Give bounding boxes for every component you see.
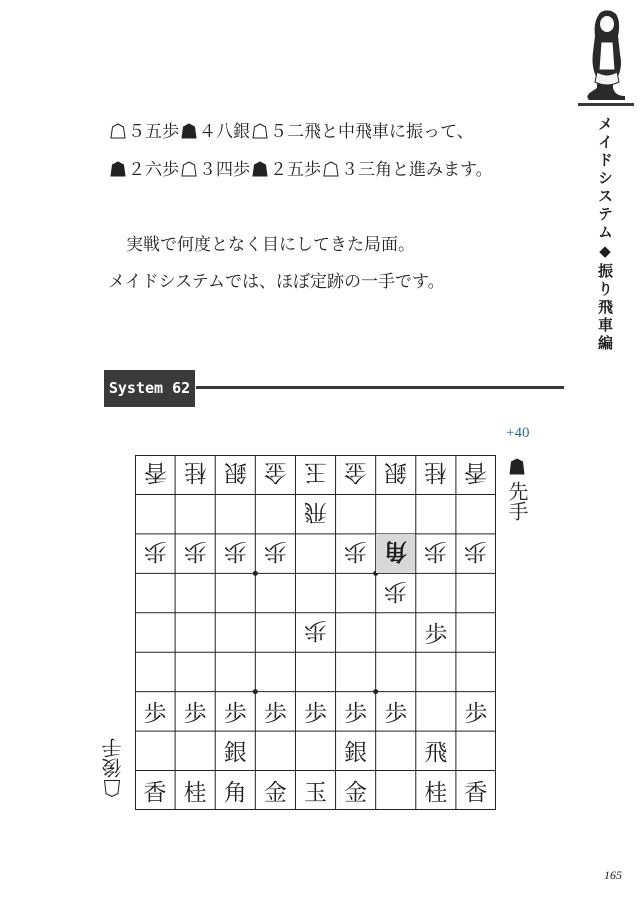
sente-piece[interactable] [336,771,375,809]
gote-piece[interactable] [216,534,255,572]
move-line-1 [108,117,474,142]
white-piece-icon [181,161,197,177]
white-piece-icon [104,780,120,797]
sente-piece[interactable] [176,692,215,730]
piece-label: 歩 [344,538,368,565]
piece-label: 歩 [183,538,207,565]
sidebar-rule [578,103,634,106]
gote-piece[interactable] [376,534,415,572]
black-piece-icon [110,161,126,177]
black-piece-icon [181,123,197,139]
piece-label: 歩 [263,538,287,565]
sente-piece[interactable] [256,692,295,730]
piece-label: 歩 [424,621,448,648]
sente-piece[interactable] [416,732,455,770]
piece-label: 歩 [384,700,408,727]
piece-label: 角 [384,538,408,566]
gote-marker [98,738,126,801]
piece-label: 歩 [384,577,408,604]
black-piece-icon [252,161,268,177]
sente-piece[interactable] [416,613,455,651]
piece-label: 香 [464,779,488,806]
section-label: System 62 [104,370,195,407]
move-text: ５五歩 [128,122,179,142]
piece-label: 銀 [384,459,408,486]
piece-label: 歩 [183,700,207,727]
move-text: ３三角と進みます。 [341,160,493,180]
gote-piece[interactable] [216,456,255,494]
white-piece-icon [323,161,339,177]
piece-label: 飛 [303,498,327,525]
piece-label: 歩 [303,616,327,643]
piece-label: 桂 [424,459,448,486]
sente-piece[interactable] [176,771,215,809]
move-line-2 [108,155,493,180]
piece-label: 香 [143,459,167,486]
piece-label: 金 [263,779,287,806]
comment-line-1: 実戦で何度となく目にしてきた局面。 [126,235,415,255]
piece-label: 歩 [223,700,247,727]
sente-piece[interactable] [416,771,455,809]
evaluation-score: +40 [506,425,530,441]
gote-piece[interactable] [376,456,415,494]
gote-piece[interactable] [296,613,335,651]
piece-label: 玉 [303,459,327,486]
sente-piece[interactable] [336,692,375,730]
section-rule [196,386,564,389]
gote-piece[interactable] [336,456,375,494]
sente-piece[interactable] [216,732,255,770]
gote-piece[interactable] [456,456,495,494]
sente-piece[interactable] [256,771,295,809]
gote-piece[interactable] [456,534,495,572]
maid-illustration [583,8,629,102]
piece-label: 歩 [223,538,247,565]
piece-label: 歩 [464,700,488,727]
sente-piece[interactable] [456,692,495,730]
black-piece-icon [509,458,525,475]
sente-piece[interactable] [216,692,255,730]
gote-piece[interactable] [336,534,375,572]
shogi-board [135,455,496,810]
gote-piece[interactable] [296,456,335,494]
sente-piece[interactable] [376,692,415,730]
piece-label: 玉 [303,779,327,806]
piece-label: 角 [223,779,247,806]
piece-label: 銀 [223,740,247,767]
move-text: ５二飛と中飛車に振って、 [270,122,474,142]
gote-piece[interactable] [376,574,415,612]
piece-label: 歩 [143,700,167,727]
page-number: 165 [604,868,622,882]
gote-label: 後手 [101,738,125,778]
gote-piece[interactable] [256,534,295,572]
gote-piece[interactable] [416,534,455,572]
move-text: ２六歩 [128,160,179,180]
sente-piece[interactable] [456,771,495,809]
white-piece-icon [110,123,126,139]
comment-line-2: メイドシステムでは、ほぼ定跡の一手です。 [108,272,445,292]
piece-label: 銀 [223,459,247,486]
gote-piece[interactable] [416,456,455,494]
piece-label: 金 [344,779,368,806]
piece-label: 桂 [183,779,207,806]
sente-piece[interactable] [336,732,375,770]
piece-label: 桂 [424,779,448,806]
gote-piece[interactable] [136,456,175,494]
piece-label: 歩 [344,700,368,727]
piece-label: 歩 [464,538,488,565]
piece-label: 歩 [263,700,287,727]
move-text: ４八銀 [199,122,250,142]
piece-label: 金 [344,459,368,486]
piece-label: 歩 [303,700,327,727]
move-text: ２五歩 [270,160,321,180]
sente-marker [503,458,531,521]
gote-piece[interactable] [176,534,215,572]
gote-piece[interactable] [176,456,215,494]
sente-piece[interactable] [216,771,255,809]
gote-piece[interactable] [296,495,335,533]
piece-label: 銀 [344,740,368,767]
gote-piece[interactable] [136,534,175,572]
sente-piece[interactable] [296,771,335,809]
piece-label: 香 [143,779,167,806]
sente-piece[interactable] [296,692,335,730]
gote-piece[interactable] [256,456,295,494]
sente-label: 先手 [505,481,529,521]
sente-piece[interactable] [136,692,175,730]
piece-label: 金 [263,459,287,486]
white-piece-icon [252,123,268,139]
piece-label: 桂 [183,459,207,486]
sidebar-title: メイドシステム◆振り飛車編 [596,116,614,353]
move-text: ３四歩 [199,160,250,180]
piece-label: 飛 [424,740,448,767]
piece-label: 歩 [424,538,448,565]
piece-label: 歩 [143,538,167,565]
sente-piece[interactable] [136,771,175,809]
piece-label: 香 [464,459,488,486]
